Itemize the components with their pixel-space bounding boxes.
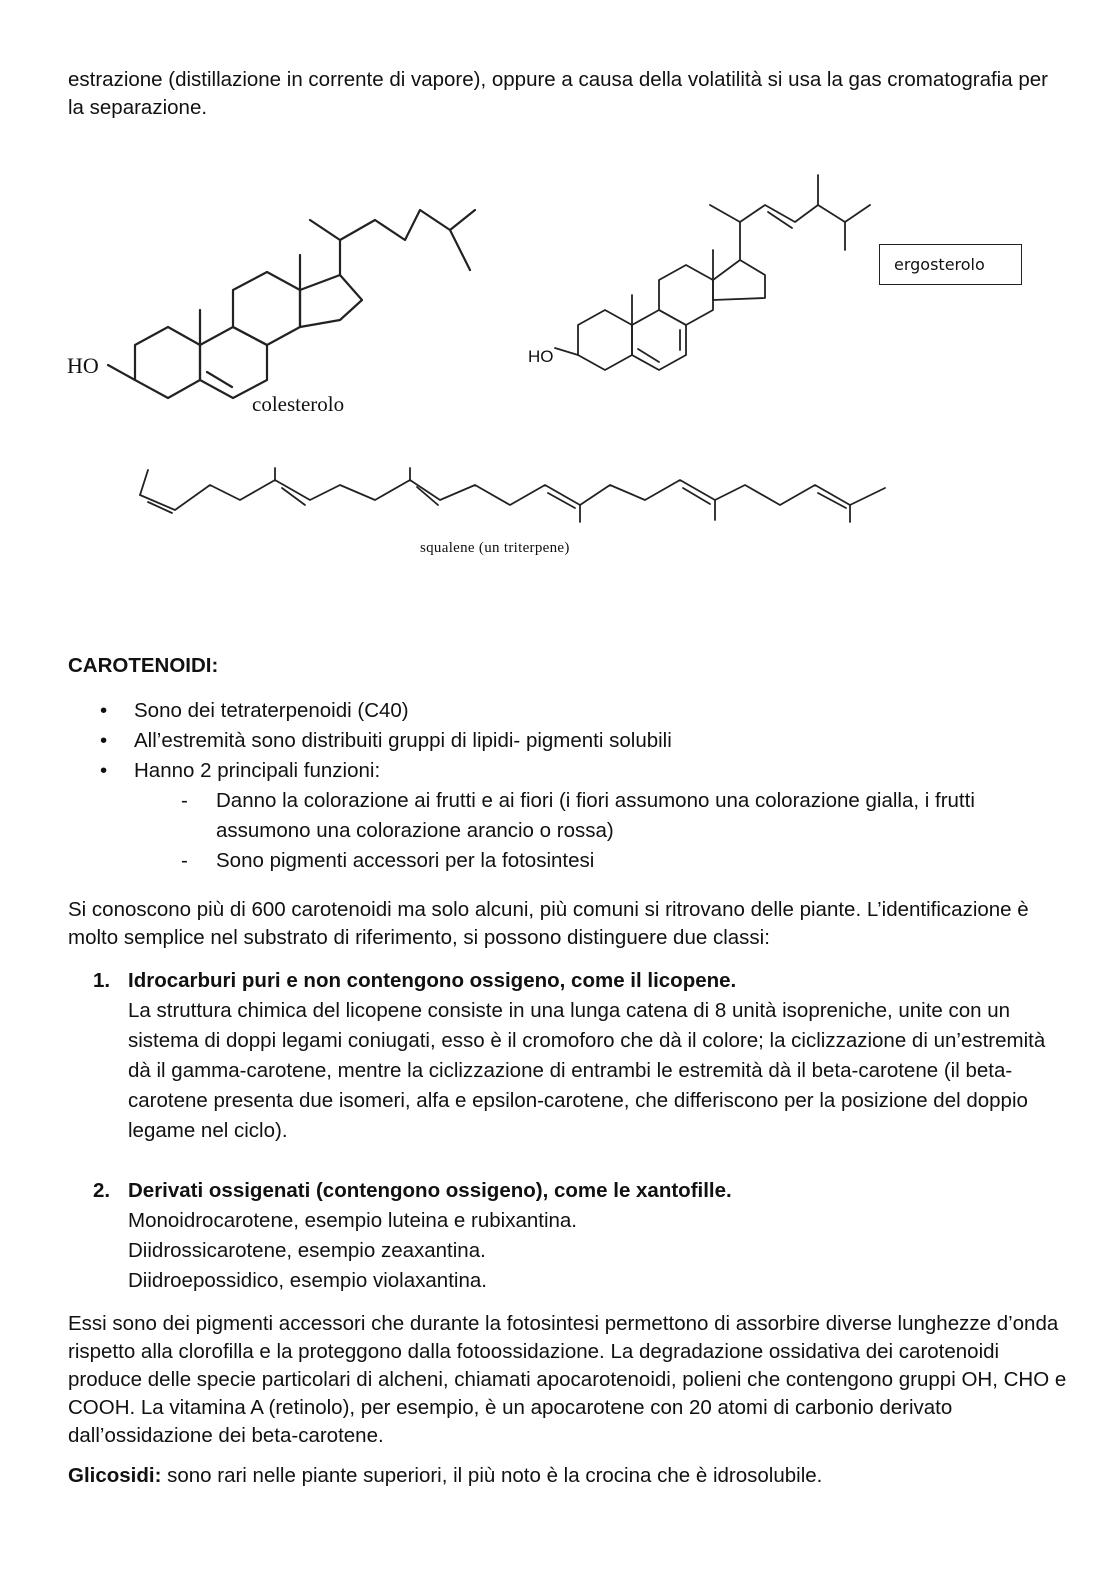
glycosides-label: Glicosidi: bbox=[68, 1464, 162, 1487]
class-item-oxygenated bbox=[0, 1176, 1048, 1296]
bullet-item bbox=[0, 726, 1116, 756]
dash-symbol: - bbox=[181, 849, 188, 872]
class-description: La struttura chimica del licopene consiste in una lunga catena di 8 unità isopreniche, unite con un sistema di doppi legami coniugati, esso è il cromoforo che dà il colore; la ciclizzazione di un’estremità dà il gamma-carotene, mentre la ciclizzazione di entrambi le estremità dà il beta-carotene (il beta-carotene presenta due isomeri, alfa e epsilon-carotene, che differiscono per la posizione del doppio legame nel ciclo). bbox=[128, 999, 1046, 1142]
class-number: 2. bbox=[93, 1179, 111, 1202]
ergosterol-structure bbox=[555, 175, 870, 370]
squalene-label: squalene (un triterpene) bbox=[420, 540, 570, 556]
bullet-text: Sono dei tetraterpenoidi (C40) bbox=[134, 699, 409, 722]
class-title: Idrocarburi puri e non contengono ossigeno, come il licopene. bbox=[128, 969, 737, 992]
squalene-structure bbox=[140, 468, 885, 522]
sub-item-text: Danno la colorazione ai frutti e ai fiori (i fiori assumono una colorazione gialla, i frutti assumono una colorazione arancio o rossa) bbox=[216, 789, 975, 842]
chemical-structures-figure bbox=[0, 150, 1116, 590]
dash-symbol: - bbox=[181, 789, 188, 812]
bullet-item bbox=[0, 696, 1116, 726]
glycosides-paragraph bbox=[68, 1462, 1068, 1490]
cholesterol-ho-label: HO bbox=[67, 353, 99, 378]
sub-item bbox=[0, 846, 1016, 876]
bullet-text: All’estremità sono distribuiti gruppi di lipidi- pigmenti solubili bbox=[134, 729, 672, 752]
class-item-hydrocarbons bbox=[0, 966, 1048, 1146]
class-title: Derivati ossigenati (contengono ossigeno), come le xantofille. bbox=[128, 1179, 732, 1202]
bullet-symbol: • bbox=[100, 759, 108, 782]
class-line: Monoidrocarotene, esempio luteina e rubixantina. bbox=[128, 1209, 577, 1232]
list-spacer bbox=[0, 1146, 1048, 1176]
pigments-paragraph: Essi sono dei pigmenti accessori che durante la fotosintesi permettono di assorbire diverse lunghezze d’onda rispetto alla clorofilla e la proteggono dalla fotoossidazione. La degradazione ossidativa dei carotenoidi produce delle specie particolari di alcheni, chiamati apocarotenoidi, polieni che contengono gruppi OH, CHO e COOH. La vitamina A (retinolo), per esempio, è un apocarotene con 20 atomi di carbonio derivato dall’ossidazione dei beta-carotene. bbox=[68, 1312, 1067, 1447]
class-number: 1. bbox=[93, 969, 111, 992]
class-line: Diidroepossidico, esempio violaxantina. bbox=[128, 1269, 487, 1292]
carotenoids-bullet-list bbox=[0, 696, 1116, 876]
bullet-text: Hanno 2 principali funzioni: bbox=[134, 759, 381, 782]
functions-sub-list bbox=[134, 786, 1116, 876]
ergosterol-label-box: ergosterolo bbox=[879, 244, 1022, 285]
ergosterol-ho-label: HO bbox=[528, 347, 554, 366]
classes-intro-paragraph: Si conoscono più di 600 carotenoidi ma solo alcuni, più comuni si ritrovano delle piante. L’identificazione è molto semplice nel substrato di riferimento, si possono distinguere due classi: bbox=[68, 898, 1029, 949]
carotenoids-heading: CAROTENOIDI: bbox=[68, 654, 219, 677]
cholesterol-structure bbox=[108, 210, 475, 398]
cholesterol-label: colesterolo bbox=[252, 392, 345, 416]
carotenoid-classes-list bbox=[0, 966, 1116, 1296]
bullet-symbol: • bbox=[100, 729, 108, 752]
glycosides-text: sono rari nelle piante superiori, il più noto è la crocina che è idrosolubile. bbox=[161, 1464, 823, 1487]
sub-item bbox=[0, 786, 1016, 846]
bullet-item bbox=[0, 756, 1116, 876]
bullet-symbol: • bbox=[100, 699, 108, 722]
sub-item-text: Sono pigmenti accessori per la fotosintesi bbox=[216, 849, 595, 872]
class-line: Diidrossicarotene, esempio zeaxantina. bbox=[128, 1239, 486, 1262]
intro-paragraph: estrazione (distillazione in corrente di vapore), oppure a causa della volatilità si usa la gas cromatografia per la separazione. bbox=[68, 68, 1048, 119]
